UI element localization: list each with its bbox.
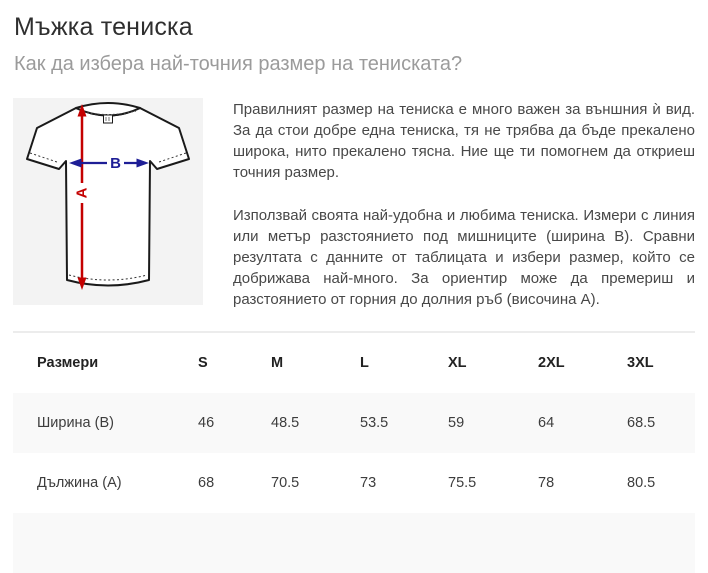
intro-text [233, 99, 695, 310]
value-cell: 46 [198, 415, 215, 431]
intro-paragraph-1: Правилният размер на тениска е много важен за външния ѝ вид. За да стои добре една тениска, тя не трябва да бъде прекалено широка, нито прекалено тясна. Ние ще ти помогнем да откриеш точния размер. [233, 101, 695, 181]
value-cell: 75.5 [448, 475, 477, 491]
size-table-header-row [13, 333, 695, 393]
size-table-row-width [13, 393, 695, 453]
value-cell: 70.5 [271, 475, 300, 491]
tshirt-size-diagram [13, 98, 203, 305]
row-label: Дължина (A) [37, 475, 122, 491]
header-cell-xl: XL [448, 355, 467, 371]
value-cell: 80.5 [627, 475, 656, 491]
value-cell: 68 [198, 475, 215, 491]
value-cell: 78 [538, 475, 555, 491]
value-cell: 64 [538, 415, 555, 431]
page-title: Мъжка тениска [14, 13, 193, 41]
value-cell: 48.5 [271, 415, 300, 431]
size-table-row-length [13, 453, 695, 513]
size-table [13, 331, 695, 573]
width-label: B [110, 155, 121, 172]
value-cell: 68.5 [627, 415, 656, 431]
value-cell: 73 [360, 475, 377, 491]
header-cell-sizes: Размери [37, 355, 99, 371]
tshirt-illustration [13, 98, 203, 305]
size-table-partial-row [13, 513, 695, 573]
header-cell-m: M [271, 355, 284, 371]
row-label: Ширина (B) [37, 415, 114, 431]
header-cell-2xl: 2XL [538, 355, 565, 371]
neck-tag [104, 115, 113, 123]
value-cell: 59 [448, 415, 465, 431]
header-cell-l: L [360, 355, 369, 371]
value-cell: 53.5 [360, 415, 389, 431]
header-cell-s: S [198, 355, 208, 371]
header-cell-3xl: 3XL [627, 355, 654, 371]
intro-paragraph-2: Използвай своята най-удобна и любима тениска. Измери с линия или метър разстоянието под мишниците (ширина B). Сравни резултата с данните от таблицата и избери размер, който се добрижава най-много. За ориентир може да премериш и разстоянието от горния до долния ръб (височина A). [233, 207, 695, 308]
height-label: A [73, 187, 91, 199]
page-subtitle: Как да избера най-точния размер на тениската? [14, 53, 463, 75]
